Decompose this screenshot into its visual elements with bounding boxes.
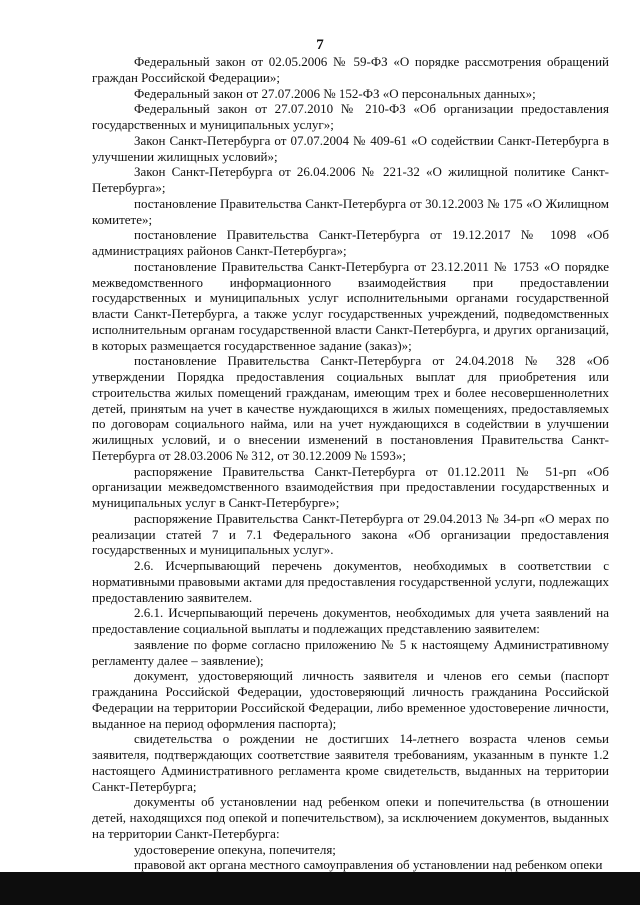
paragraph: Федеральный закон от 27.07.2006 № 152-ФЗ «О персональных данных»; [134,85,536,101]
paragraph: заявление по форме согласно приложению № 5 к настоящему Административному регламенту далее – заявление); [92,636,609,668]
paragraph: распоряжение Правительства Санкт-Петербурга от 01.12.2011 № 51-рп «Об организации межведомственного взаимодействия при предоставлении государственных и муниципальных услуг в Санкт-Петербурге»; [92,463,609,510]
paragraph: документ, удостоверяющий личность заявителя и членов его семьи (паспорт гражданина Российской Федерации, удостоверяющий личность гражданина Российской Федерации на территории Российской Федерации, либо временное удостоверение личности, выданное на период оформления паспорта); [92,668,609,731]
document-body [92,54,609,873]
page-number: 7 [316,37,324,53]
paragraph: удостоверение опекуна, попечителя; [134,841,336,857]
paragraph: постановление Правительства Санкт-Петербурга от 30.12.2003 № 175 «О Жилищном комитете»; [92,195,609,227]
paragraph: Закон Санкт-Петербурга от 07.07.2004 № 409-61 «О содействии Санкт-Петербурга в улучшении жилищных условий»; [92,132,609,164]
paragraph: правовой акт органа местного самоуправления об установлении над ребенком опеки [134,857,603,873]
paragraph: постановление Правительства Санкт-Петербурга от 23.12.2011 № 1753 «О порядке межведомственного информационного взаимодействия при предоставлении государственных и муниципальных услуг исполнительными органами государственной власти Санкт-Петербурга, а также услуг государственных учреждений, подведомственных исполнительным органам государственной власти Санкт-Петербурга, и других организаций, в которых размещается государственное задание (заказ)»; [92,258,609,353]
paragraph: распоряжение Правительства Санкт-Петербурга от 29.04.2013 № 34-рп «О мерах по реализации статей 7 и 7.1 Федерального закона «Об организации предоставления государственных и муниципальных услуг». [92,510,609,558]
paragraph: 2.6.1. Исчерпывающий перечень документов, необходимых для учета заявлений на предоставление социальной выплаты и подлежащих представлению заявителем: [92,605,609,636]
scan-bottom-border [0,872,640,905]
paragraph: постановление Правительства Санкт-Петербурга от 24.04.2018 № 328 «Об утверждении Порядка предоставления социальных выплат для приобретения или строительства жилых помещений гражданам, имеющим трех и более несовершеннолетних детей, принятым на учет в качестве нуждающихся в жилых помещениях, предоставляемых по договорам социального найма, или на учет нуждающихся в содействии в улучшении жилищных условий, и о внесении изменений в постановления Правительства Санкт-Петербурга от 28.03.2006 № 312, от 30.12.2009 № 1593»; [92,353,609,463]
paragraph: Федеральный закон от 02.05.2006 № 59-ФЗ «О порядке рассмотрения обращений граждан Российской Федерации»; [92,54,609,85]
paragraph: постановление Правительства Санкт-Петербурга от 19.12.2017 № 1098 «Об администрациях районов Санкт-Петербурга»; [92,227,609,258]
paragraph: Закон Санкт-Петербурга от 26.04.2006 № 221-32 «О жилищной политике Санкт-Петербурга»; [92,164,609,195]
paragraph: Федеральный закон от 27.07.2010 № 210-ФЗ «Об организации предоставления государственных и муниципальных услуг»; [92,101,609,132]
paragraph: 2.6. Исчерпывающий перечень документов, необходимых в соответствии с нормативными правовыми актами для предоставления государственной услуги, подлежащих предоставлению заявителем. [92,558,609,605]
paragraph: свидетельства о рождении не достигших 14-летнего возраста членов семьи заявителя, подтверждающих соответствие заявителя требованиям, указанным в пункте 1.2 настоящего Административного регламента кроме свидетельств, выданных на территории Санкт-Петербурга; [92,731,609,794]
paragraph: документы об установлении над ребенком опеки и попечительства (в отношении детей, находящихся под опекой и попечительством), за исключением документов, выданных на территории Санкт-Петербурга: [92,794,609,841]
